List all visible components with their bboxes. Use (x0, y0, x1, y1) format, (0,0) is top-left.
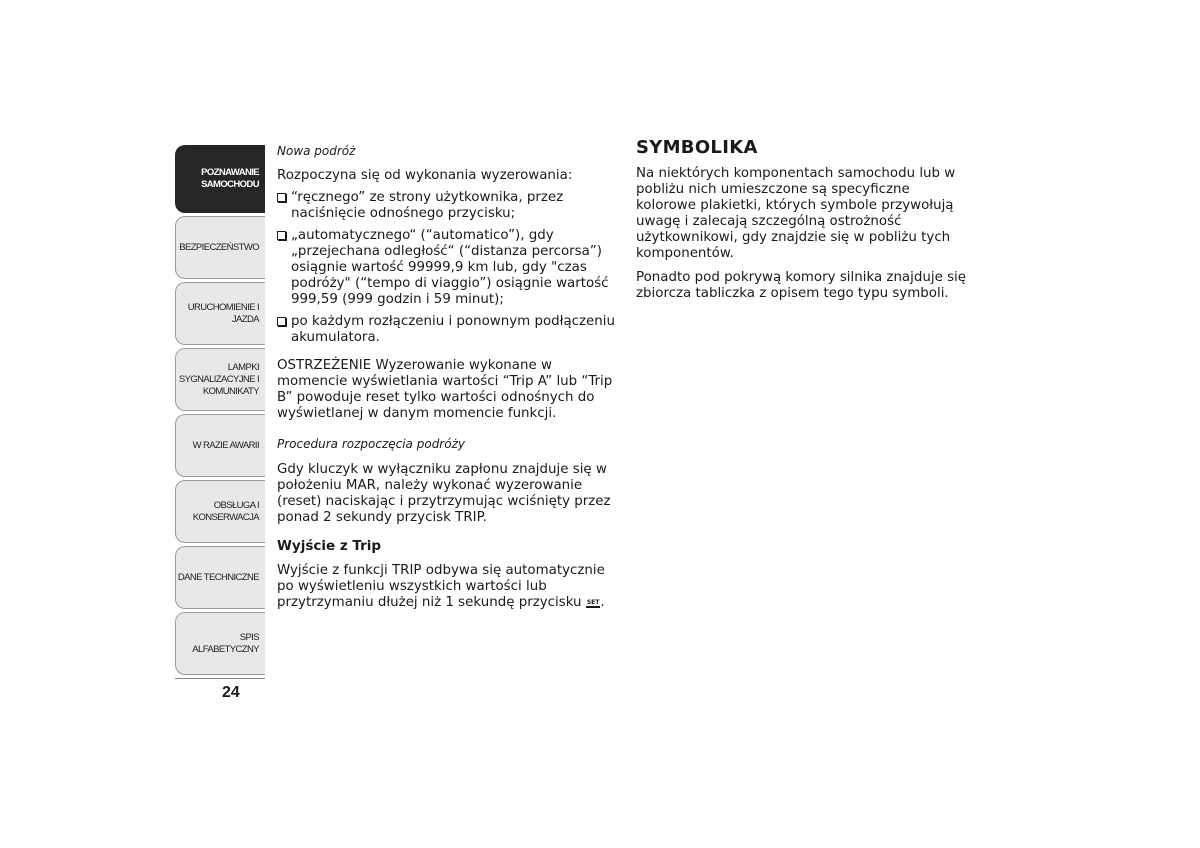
tab-bezpieczenstwo[interactable] (175, 216, 265, 279)
tab-label: POZNAWANIE SAMOCHODU (201, 167, 259, 190)
tab-obsluga-i-konserwacja[interactable] (175, 480, 265, 543)
tab-label: OBSŁUGA I KONSERWACJA (192, 499, 259, 523)
subheading-new-trip: Nowa podróż (277, 144, 356, 158)
warning-text: OSTRZEŻENIE Wyzerowanie wykonane w momencie wyświetlania wartości “Trip A” lub “Trip B” powoduje reset tylko wartości odnośnych do wyświetlanej w danym momencie funkcji. (277, 358, 613, 421)
list-item-text: „automatycznego“ (“automatico”), gdy „przejechana odległość“ (“distanza percorsa”) osiągnie wartość 99999,9 km lub, gdy "czas podróży" (“tempo di viaggio”) osiągnie wartość 999,59 (999 godzin i 59 minut); (291, 228, 609, 307)
list-item (277, 190, 622, 222)
tab-poznawanie-samochodu[interactable] (175, 145, 265, 213)
tab-label: URUCHOMIENIE I JAZDA (187, 301, 259, 325)
list-item-text: po każdym rozłączeniu i ponownym podłączeniu akumulatora. (291, 314, 615, 345)
tab-label: W RAZIE AWARII (192, 439, 259, 451)
tab-label: DANE TECHNICZNE (177, 571, 259, 583)
checkbox-bullet-icon (277, 317, 286, 326)
checkbox-bullet-icon (277, 231, 286, 240)
tab-label: SPIS ALFABETYCZNY (192, 631, 259, 655)
sidebar-divider (175, 678, 265, 679)
tab-uruchomienie-i-jazda[interactable] (175, 282, 265, 345)
intro-text: Rozpoczyna się od wykonania wyzerowania: (277, 168, 573, 183)
symbolika-paragraph-2: Ponadto pod pokrywą komory silnika znajduje się zbiorcza tabliczka z opisem tego typu symboli. (636, 270, 966, 301)
tab-lampki-sygnalizacyjne[interactable] (175, 348, 265, 411)
exit-end: . (600, 595, 605, 610)
tab-w-razie-awarii[interactable] (175, 414, 265, 477)
symbolika-paragraph-1: Na niektórych komponentach samochodu lub w pobliżu nich umieszczone są specyficzne kolorowe plakietki, których symbole przywołują uwagę i zalecają szczególną ostrożność użytkownikowi, gdy znajdzie się w pobliżu tych komponentów. (636, 166, 956, 261)
tab-label: LAMPKI SYGNALIZACYJNE I KOMUNIKATY (178, 361, 259, 397)
list-item (277, 228, 622, 308)
page-number: 24 (222, 684, 240, 701)
subheading-exit-trip: Wyjście z Trip (277, 538, 382, 554)
tab-label: BEZPIECZEŃSTWO (179, 241, 259, 253)
section-title: SYMBOLIKA (636, 137, 758, 158)
chapter-sidebar (175, 145, 265, 678)
set-button-icon: SET (586, 599, 600, 606)
list-item-text: “ręcznego” ze strony użytkownika, przez naciśnięcie odnośnego przycisku; (291, 190, 564, 221)
procedure-text: Gdy kluczyk w wyłączniku zapłonu znajduje się w położeniu MAR, należy wykonać wyzerowanie (reset) naciskając i przytrzymując wciśnięty przez ponad 2 sekundy przycisk TRIP. (277, 462, 611, 525)
subheading-procedure: Procedura rozpoczęcia podróży (277, 437, 465, 451)
tab-dane-techniczne[interactable] (175, 546, 265, 609)
tab-spis-alfabetyczny[interactable] (175, 612, 265, 675)
exit-text: Wyjście z funkcji TRIP odbywa się automatycznie po wyświetleniu wszystkich wartości lub przytrzymaniu dłużej niż 1 sekundę przycisku (277, 563, 605, 610)
list-item (277, 314, 622, 346)
right-column (636, 137, 966, 310)
exit-paragraph (277, 563, 622, 611)
checkbox-bullet-icon (277, 193, 286, 202)
left-column (277, 143, 622, 619)
